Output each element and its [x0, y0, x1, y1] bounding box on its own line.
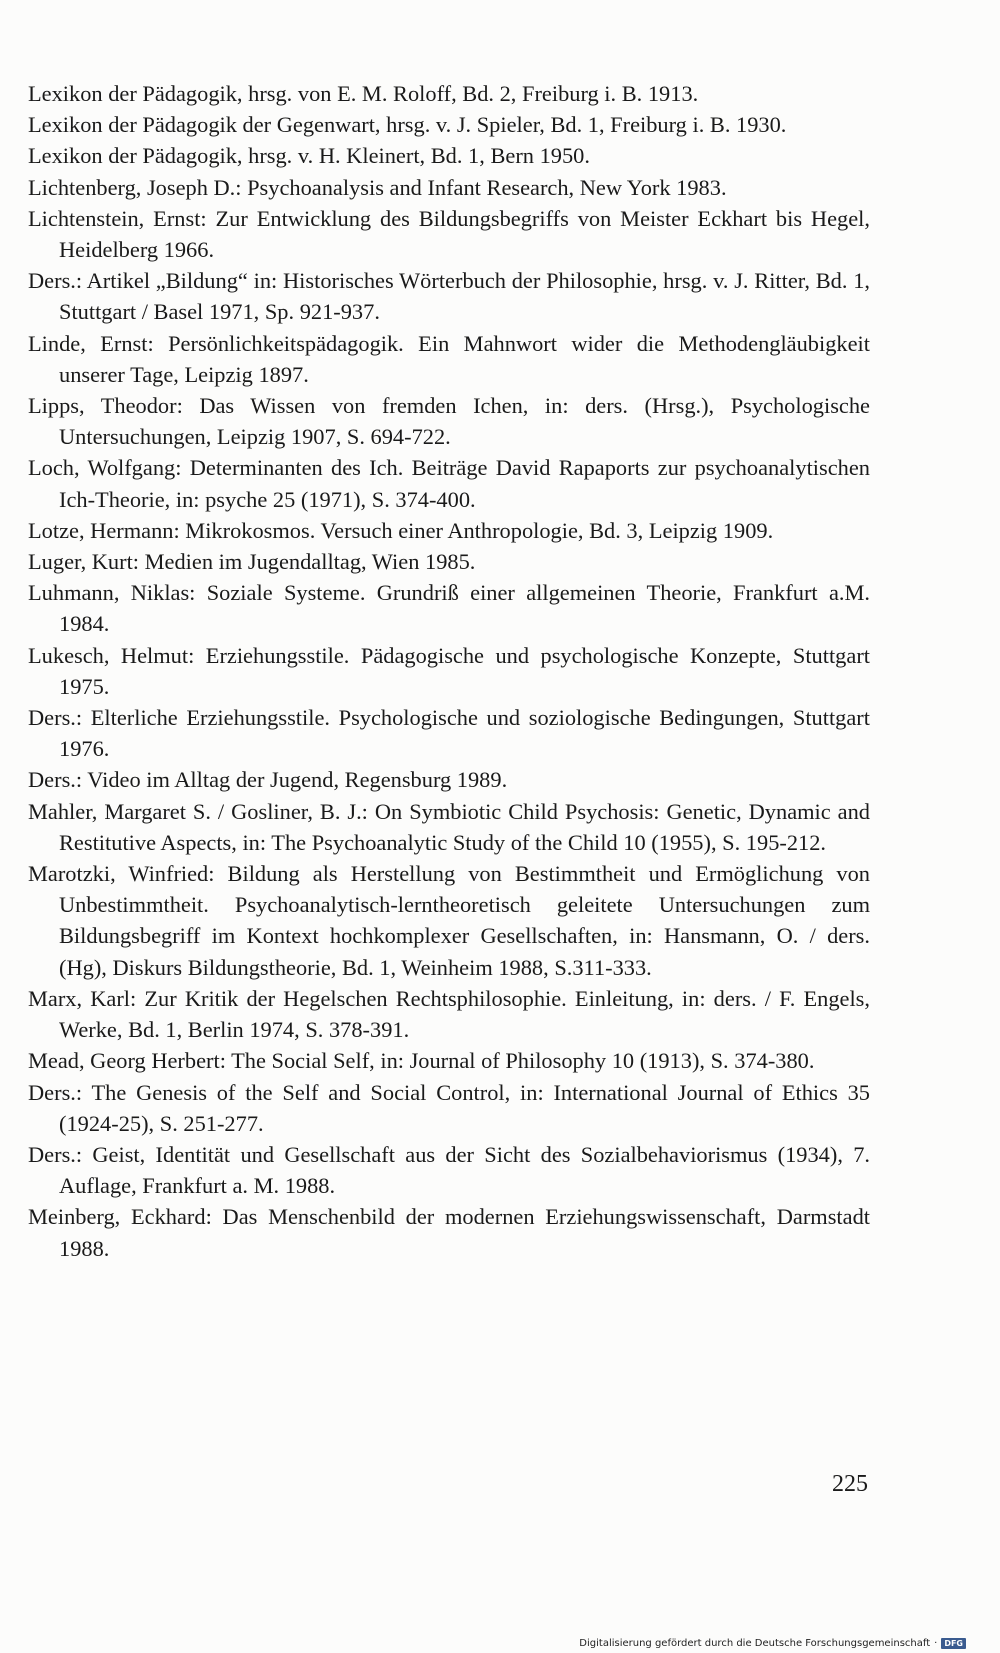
bibliography-entry: Ders.: Geist, Identität und Gesellschaft aus der Sicht des Sozialbehaviorismus (1934), 7. Auflage, Frankfurt a. M. 1988. [28, 1141, 870, 1199]
bibliography-entry: Ders.: Artikel „Bildung“ in: Historisches Wörterbuch der Philosophie, hrsg. v. J. Ritter, Bd. 1, Stuttgart / Basel 1971, Sp. 921-937. [28, 268, 870, 325]
credit-text: Digitalisierung gefördert durch die Deutsche Forschungsgemeinschaft [579, 1638, 931, 1649]
bibliography-entry: Lipps, Theodor: Das Wissen von fremden Ichen, in: ders. (Hrsg.), Psychologische Untersuchungen, Leipzig 1907, S. 694-722. [28, 393, 870, 450]
bibliography-entry: Meinberg, Eckhard: Das Menschenbild der modernen Erziehungswissenschaft, Darmstadt 1988. [28, 1204, 870, 1261]
bibliography-entry: Lukesch, Helmut: Erziehungsstile. Pädagogische und psychologische Konzepte, Stuttgart 1975. [28, 642, 870, 699]
bibliography-entry: Mead, Georg Herbert: The Social Self, in: Journal of Philosophy 10 (1913), S. 374-380. [28, 1048, 815, 1074]
bibliography-entry: Luhmann, Niklas: Soziale Systeme. Grundriß einer allgemeinen Theorie, Frankfurt a.M. 1984. [28, 580, 870, 637]
bibliography-entry: Lexikon der Pädagogik, hrsg. von E. M. Roloff, Bd. 2, Freiburg i. B. 1913. [28, 81, 699, 106]
bibliography-entry: Mahler, Margaret S. / Gosliner, B. J.: On Symbiotic Child Psychosis: Genetic, Dynamic and Restitutive Aspects, in: The Psychoanalytic Study of the Child 10 (1955), S. 195-212. [28, 798, 870, 855]
bibliography-entry: Lichtenberg, Joseph D.: Psychoanalysis and Infant Research, New York 1983. [28, 174, 727, 200]
bibliography-entry: Lichtenstein, Ernst: Zur Entwicklung des Bildungsbegriffs von Meister Eckhart bis Hegel, Heidelberg 1966. [28, 205, 870, 263]
bibliography-entry: Lexikon der Pädagogik, hrsg. v. H. Kleinert, Bd. 1, Bern 1950. [28, 143, 590, 169]
bibliography-entry: Ders.: Video im Alltag der Jugend, Regensburg 1989. [28, 767, 508, 793]
page-number: 225 [832, 1471, 868, 1497]
bibliography-entry: Lotze, Hermann: Mikrokosmos. Versuch einer Anthropologie, Bd. 3, Leipzig 1909. [28, 517, 774, 543]
dfg-logo: DFG [941, 1638, 966, 1649]
bibliography-entry: Ders.: Elterliche Erziehungsstile. Psychologische und soziologische Bedingungen, Stuttgart 1976. [28, 705, 870, 762]
bibliography-entry: Loch, Wolfgang: Determinanten des Ich. Beiträge David Rapaports zur psychoanalytischen Ich-Theorie, in: psyche 25 (1971), S. 374-400. [28, 455, 870, 512]
bibliography-entry: Marotzki, Winfried: Bildung als Herstellung von Bestimmtheit und Ermöglichung von Unbestimmtheit. Psychoanalytisch-lerntheoretisch geleitete Untersuchungen zum Bildungsbegriff im Kontext hochkomplexer Gesellschaften, in: Hansmann, O. / ders. (Hg), Diskurs Bildungstheorie, Bd. 1, Weinheim 1988, S.311-333. [28, 861, 870, 980]
bibliography-entry: Linde, Ernst: Persönlichkeitspädagogik. Ein Mahnwort wider die Methodengläubigkeit unserer Tage, Leipzig 1897. [28, 330, 870, 387]
bibliography-list [28, 78, 870, 1264]
bibliography-entry: Ders.: The Genesis of the Self and Social Control, in: International Journal of Ethics 35 (1924-25), S. 251-277. [28, 1079, 870, 1136]
bibliography-entry: Lexikon der Pädagogik der Gegenwart, hrsg. v. J. Spieler, Bd. 1, Freiburg i. B. 1930. [28, 112, 787, 138]
bibliography-entry: Luger, Kurt: Medien im Jugendalltag, Wien 1985. [28, 549, 476, 575]
bibliography-entry: Marx, Karl: Zur Kritik der Hegelschen Rechtsphilosophie. Einleitung, in: ders. / F. Engels, Werke, Bd. 1, Berlin 1974, S. 378-391. [28, 985, 870, 1043]
digitization-credit: Digitalisierung gefördert durch die Deutsche Forschungsgemeinschaft · DFG [579, 1638, 966, 1649]
